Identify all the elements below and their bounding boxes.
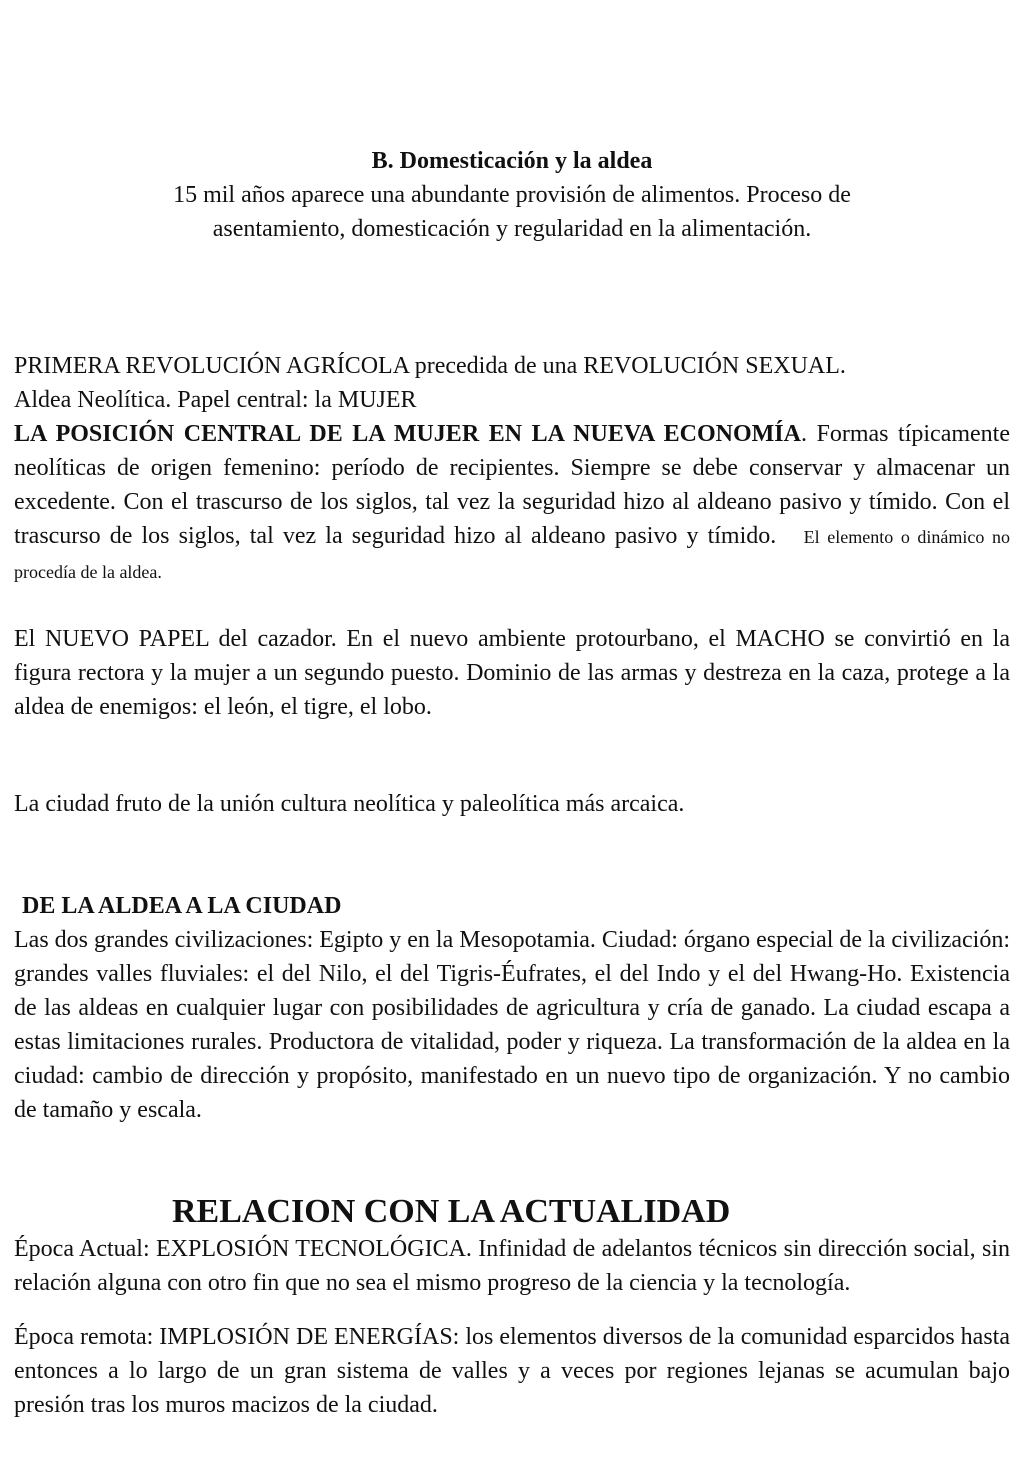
section-b-line-1: 15 mil años aparece una abundante provisión de alimentos. Proceso de — [173, 182, 851, 208]
revolucion-section — [14, 349, 1010, 589]
revolucion-line-2: Aldea Neolítica. Papel central: la MUJER — [14, 387, 417, 413]
aldea-ciudad-section — [14, 889, 1010, 1127]
aldea-ciudad-title: DE LA ALDEA A LA CIUDAD — [22, 893, 342, 919]
revolucion-body: . Formas típicamente neolíticas de origen femenino: período de recipientes. Siempre se debe conservar y almacenar un excedente. Con el trascurso de los siglos, tal vez la seguridad hizo al aldeano pasivo y tímido. Con el trascurso de los siglos, tal vez la seguridad hizo al aldeano pasivo y tímido. — [14, 421, 1010, 549]
actualidad-spacer — [14, 1300, 1010, 1320]
actualidad-section — [14, 1192, 1010, 1422]
section-b-line-2: asentamiento, domesticación y regularidad en la alimentación. — [212, 216, 812, 242]
section-b — [14, 144, 1010, 246]
aldea-ciudad-paragraph: Las dos grandes civilizaciones: Egipto y en la Mesopotamia. Ciudad: órgano especial de la civilización: grandes valles fluviales: el del Nilo, el del Tigris-Éufrates, el del Indo y el del Hwang-Ho. Existencia de las aldeas en cualquier lugar con posibilidades de agricultura y cría de ganado. La ciudad escapa a estas limitaciones rurales. Productora de vitalidad, poder y riqueza. La transformación de la aldea en la ciudad: cambio de dirección y propósito, manifestado en un nuevo tipo de organización. Y no cambio de tamaño y escala. — [14, 927, 1010, 1123]
ciudad-fruto-paragraph: La ciudad fruto de la unión cultura neolítica y paleolítica más arcaica. — [14, 791, 685, 817]
revolucion-paragraph — [14, 417, 1010, 589]
actualidad-paragraph-2: Época remota: IMPLOSIÓN DE ENERGÍAS: los elementos diversos de la comunidad esparcidos hasta entonces a lo largo de un gran sistema de valles y a veces por regiones lejanas se acumulan bajo presión tras los muros macizos de la ciudad. — [14, 1324, 1010, 1418]
revolucion-small-note: El elemento o dinámico no procedía de la aldea. — [14, 527, 1011, 582]
cazador-paragraph: El NUEVO PAPEL del cazador. En el nuevo ambiente protourbano, el MACHO se convirtió en la figura rectora y la mujer a un segundo puesto. Dominio de las armas y destreza en la caza, protege a la aldea de enemigos: el león, el tigre, el lobo. — [14, 626, 1010, 720]
actualidad-paragraph-1: Época Actual: EXPLOSIÓN TECNOLÓGICA. Infinidad de adelantos técnicos sin dirección social, sin relación alguna con otro fin que no sea el mismo progreso de la ciencia y la tecnología. — [14, 1236, 1010, 1296]
actualidad-title: RELACION CON LA ACTUALIDAD — [172, 1193, 731, 1230]
revolucion-line-1: PRIMERA REVOLUCIÓN AGRÍCOLA precedida de una REVOLUCIÓN SEXUAL. — [14, 353, 846, 379]
section-b-title: B. Domesticación y la aldea — [371, 148, 653, 174]
revolucion-bold-lead: LA POSICIÓN CENTRAL DE LA MUJER EN LA NUEVA ECONOMÍA — [14, 421, 801, 447]
